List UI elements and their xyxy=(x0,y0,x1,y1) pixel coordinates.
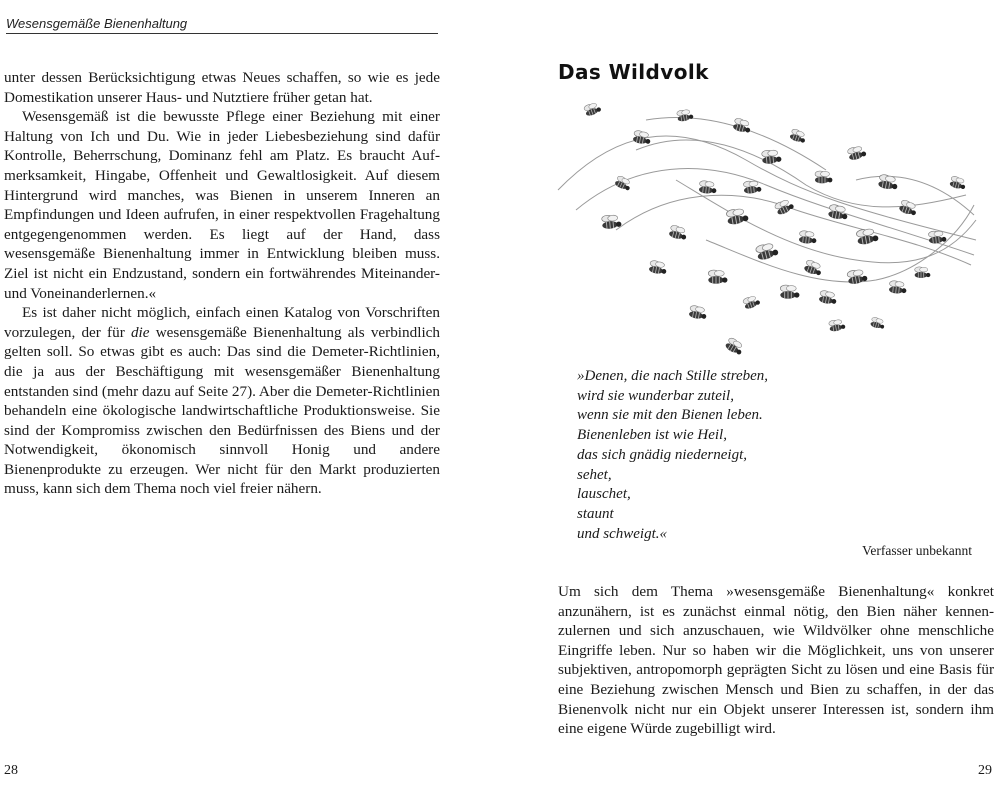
bee-icon xyxy=(699,180,717,194)
bee-icon xyxy=(732,117,752,133)
bee-icon xyxy=(949,176,967,191)
poem-line: »Denen, die nach Stille streben, xyxy=(577,368,769,384)
bee-icon xyxy=(755,241,779,261)
paragraph-3-part-2: wesensgemäße Bienenhaltung als verbindlich gelten soll. So etwas gibt es auch: Das sind die Demeter-Richtlinien, die ja aus der Beschäftigung mit wesensgemäßer Bienenhaltung entstanden sind (mehr dazu auf Seite 27). Aber die Demeter-Richtlinien behandeln eine ökologische landwirtschaftliche Produktionsweise. Sie sind der Kompromiss zwischen den Bedürfnissen des Biens und der Notwendigkeit, ökonomisch sinnvoll Honig und andere Bienenprodukte zu erzeugen. Wer nicht für den Markt produzierten muss, kann sich dem Thema noch viel freier nähern. xyxy=(4,323,440,498)
paragraph-3-part-1: Es ist daher nicht möglich, einfach einen Katalog von Vorschriften vorzulegen, der für xyxy=(4,304,440,341)
bee-icon xyxy=(708,270,727,284)
bee-icon xyxy=(847,268,868,285)
bees-group xyxy=(583,101,967,356)
paragraph-right: Um sich dem Thema »wesensgemäße Bienenhaltung« konkret anzunähern, ist es zunächst einmal nötig, den Bien näher kennenzulernen und sich anzuschauen, wie Wildvölker ohne menschliche Eingriffe leben. Nur so haben wir die Möglichkeit, uns von unserer subjektiven, antropomorph geprägten Sicht zu lösen und eine Basis für eine Beziehung zwischen Mensch und Bien zu schaffen, in der das Bienenvolk nicht nur ein Objekt unserer Interessen ist, sondern ihm eine eigene Würde zugebilligt wird. xyxy=(558,583,994,738)
poem-line: wenn sie mit den Bienen leben. xyxy=(577,407,763,424)
poem-line: sehet, xyxy=(577,466,612,483)
bee-icon xyxy=(583,101,602,117)
bee-icon xyxy=(889,280,907,294)
poem-line: wird sie wunderbar zuteil, xyxy=(577,387,734,404)
bee-icon xyxy=(724,337,745,356)
chapter-title: Das Wildvolk xyxy=(558,60,709,84)
paragraph-3-emphasis: die xyxy=(130,323,150,341)
bee-icon xyxy=(689,305,708,320)
paragraph-3 xyxy=(4,303,440,499)
paragraph-2: Wesensgemäß ist die bewusste Pflege einer Beziehung mit einer Haltung von Ich und Du. Wie in jeder Liebesbeziehung sind dafür Kontrolle, Beherrschung, Dominanz fehl am Platz. Es braucht Aufmerksamkeit, Hingabe, Offenheit und Gewaltlosigkeit. Auf diesem Hintergrund wird manches, was Bienen in unserem Inneren an Empfindungen und Ideen aufrufen, in einer respektvollen Fragehaltung entgegengenommen werden. Es liegt auf der Hand, dass wesensgemäße Bienenhaltung immer in Entwicklung bleiben muss. Ziel ist nicht ein Endzustand, sondern ein fortwährendes Miteinander- und Voneinanderlernen.« xyxy=(4,108,440,302)
bee-icon xyxy=(828,204,849,221)
bee-icon xyxy=(915,267,931,278)
page-number-right: 29 xyxy=(978,763,992,778)
bee-icon xyxy=(828,318,845,332)
poem-attribution: Verfasser unbekannt xyxy=(862,543,972,558)
bee-icon xyxy=(742,294,761,310)
bee-icon xyxy=(774,197,795,216)
bee-icon xyxy=(761,149,781,164)
poem-line: das sich gnädig niederneigt, xyxy=(577,446,747,463)
poem-line: staunt xyxy=(577,505,614,522)
bee-icon xyxy=(815,171,832,183)
bee-icon xyxy=(803,259,824,277)
paragraph-1: unter dessen Berücksichtigung etwas Neues schaffen, so wie es jede Domestikation unserer Haus- und Nutztiere früher getan hat. xyxy=(4,69,440,106)
bee-icon xyxy=(856,227,879,245)
poem-line: und schweigt.« xyxy=(577,525,667,542)
bee-icon xyxy=(870,317,886,330)
bee-icon xyxy=(726,207,749,225)
bee-icon xyxy=(780,285,799,299)
right-body-text xyxy=(558,582,994,739)
poem-line: Bienenleben ist wie Heil, xyxy=(577,427,727,444)
bee-icon xyxy=(819,290,838,305)
bee-icon xyxy=(601,214,621,229)
bee-icon xyxy=(676,108,693,122)
poem-line: lauschet, xyxy=(577,486,631,503)
left-body-text xyxy=(4,68,440,499)
bee-swarm-illustration xyxy=(556,90,980,360)
poem xyxy=(577,367,957,544)
bee-icon xyxy=(614,175,633,192)
page-number-left: 28 xyxy=(4,763,18,778)
running-header: Wesensgemäße Bienenhaltung xyxy=(6,16,438,34)
bee-icon xyxy=(847,145,867,161)
bee-icon xyxy=(898,199,919,217)
bee-icon xyxy=(789,128,808,144)
right-page xyxy=(500,0,1000,800)
bee-icon xyxy=(799,230,817,244)
bee-icon xyxy=(649,260,668,275)
bee-icon xyxy=(668,224,688,240)
